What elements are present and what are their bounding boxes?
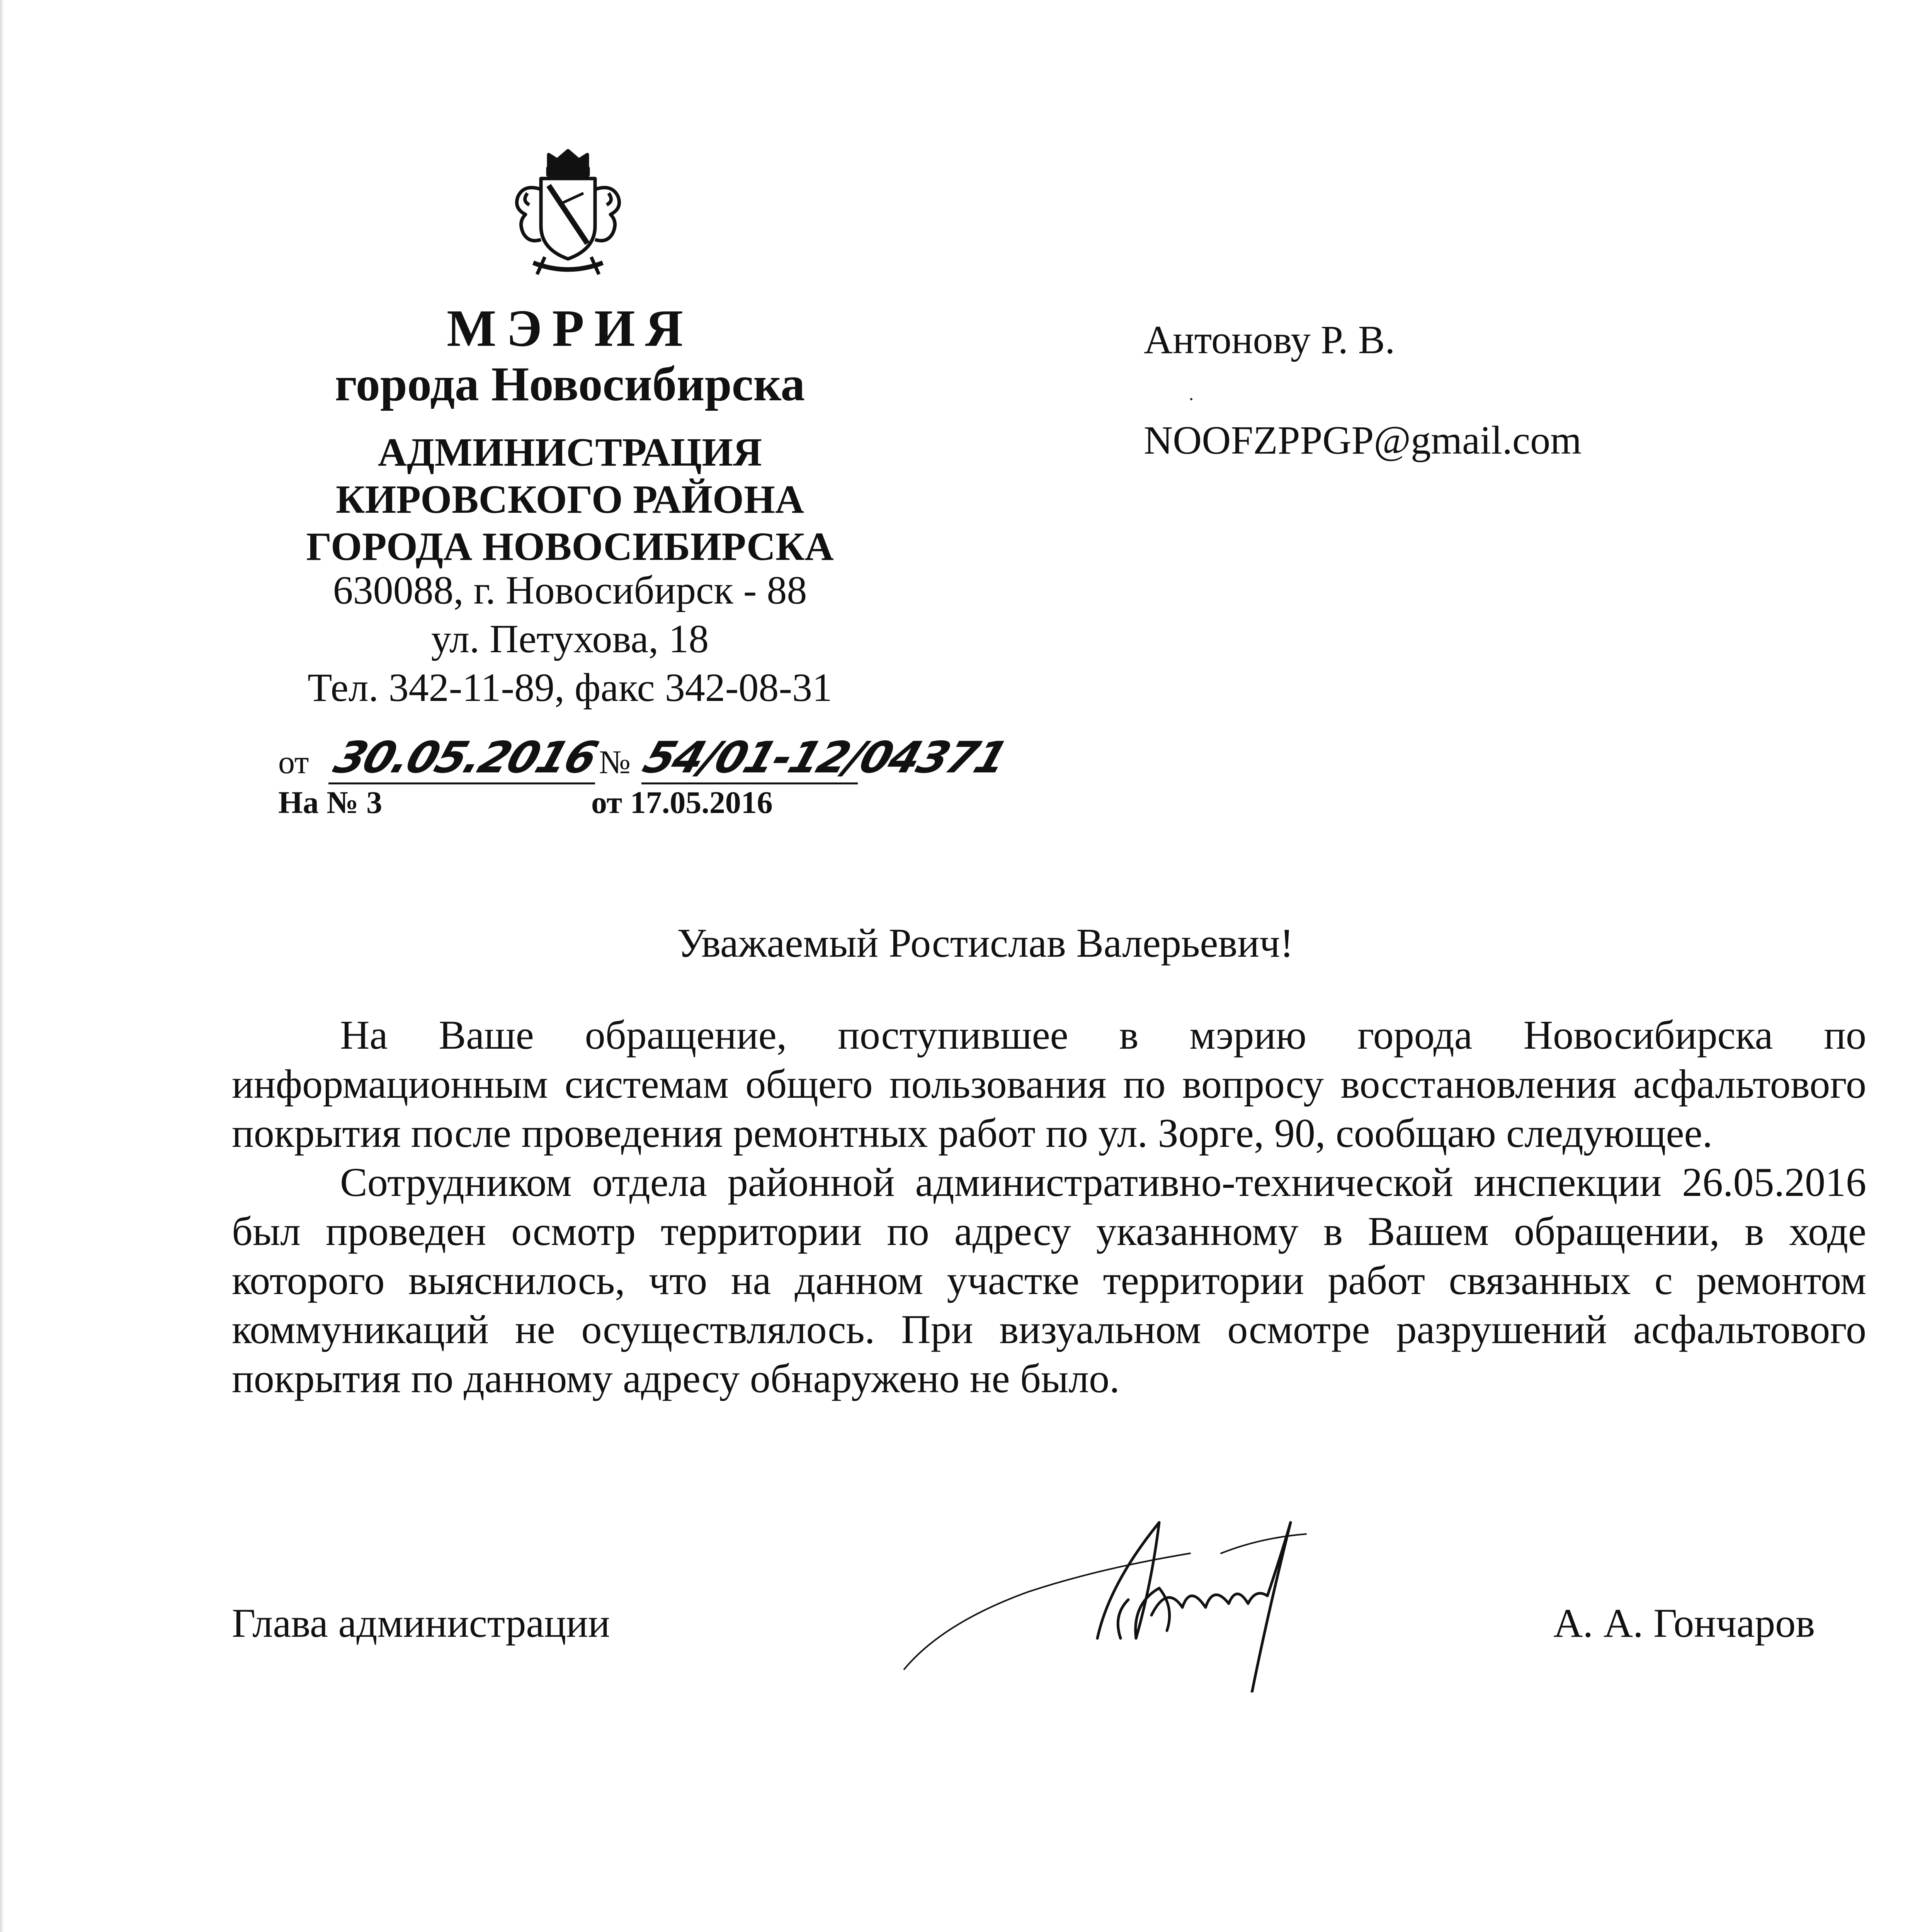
admin-line-2: КИРОВСКОГО РАЙОНА (336, 477, 804, 522)
letter-body (232, 1010, 1866, 1403)
meria-title: МЭРИЯ (447, 299, 693, 357)
number-label: № (599, 743, 631, 781)
recipient-email: NOOFZPPGP@gmail.com (1144, 418, 1582, 463)
admin-line-1: АДМИНИСТРАЦИЯ (378, 430, 762, 474)
admin-line-3: ГОРОДА НОВОСИБИРСКА (306, 524, 834, 569)
administration-address (232, 566, 908, 712)
reply-to-number: На № 3 (278, 785, 383, 820)
address-line-2: ул. Петухова, 18 (431, 617, 709, 661)
body-paragraph-2: Сотрудником отдела районной административно-технической инспекции 26.05.2016 был проведен осмотр территории по адресу указанному в Вашем обращении, в ходе которого выяснилось, что на данном участке территории работ связанных с ремонтом коммуникаций не осуществлялось. При визуальном осмотре разрушений асфальтового покрытия по данному адресу обнаружено не было. (232, 1160, 1866, 1401)
handwritten-date: 30.05.2016 (328, 733, 603, 783)
reply-to-date: от 17.05.2016 (591, 785, 773, 820)
recipient-name: Антонову Р. В. (1144, 318, 1395, 362)
body-paragraph-1: На Ваше обращение, поступившее в мэрию города Новосибирска по информационным системам общего пользования по вопросу восстановления асфальтового покрытия после проведения ремонтных работ по ул. Зорге, 90, сообщаю следующее. (232, 1012, 1866, 1156)
date-label: от (278, 743, 309, 781)
meria-city: города Новосибирска (335, 357, 805, 411)
administration-name (232, 429, 908, 570)
signatory-position: Глава администрации (232, 1600, 610, 1646)
scan-speck (1190, 398, 1192, 400)
handwritten-signature-icon (881, 1422, 1325, 1692)
handwritten-number: 54/01-12/04371 (637, 733, 1013, 783)
greeting: Уважаемый Ростислав Валерьевич! (677, 920, 1294, 966)
address-line-1: 630088, г. Новосибирск - 88 (333, 568, 807, 612)
signatory-name: А. А. Гончаров (1553, 1600, 1815, 1646)
phone-line: Тел. 342-11-89, факс 342-08-31 (308, 665, 832, 710)
coat-of-arms-icon (491, 147, 645, 286)
